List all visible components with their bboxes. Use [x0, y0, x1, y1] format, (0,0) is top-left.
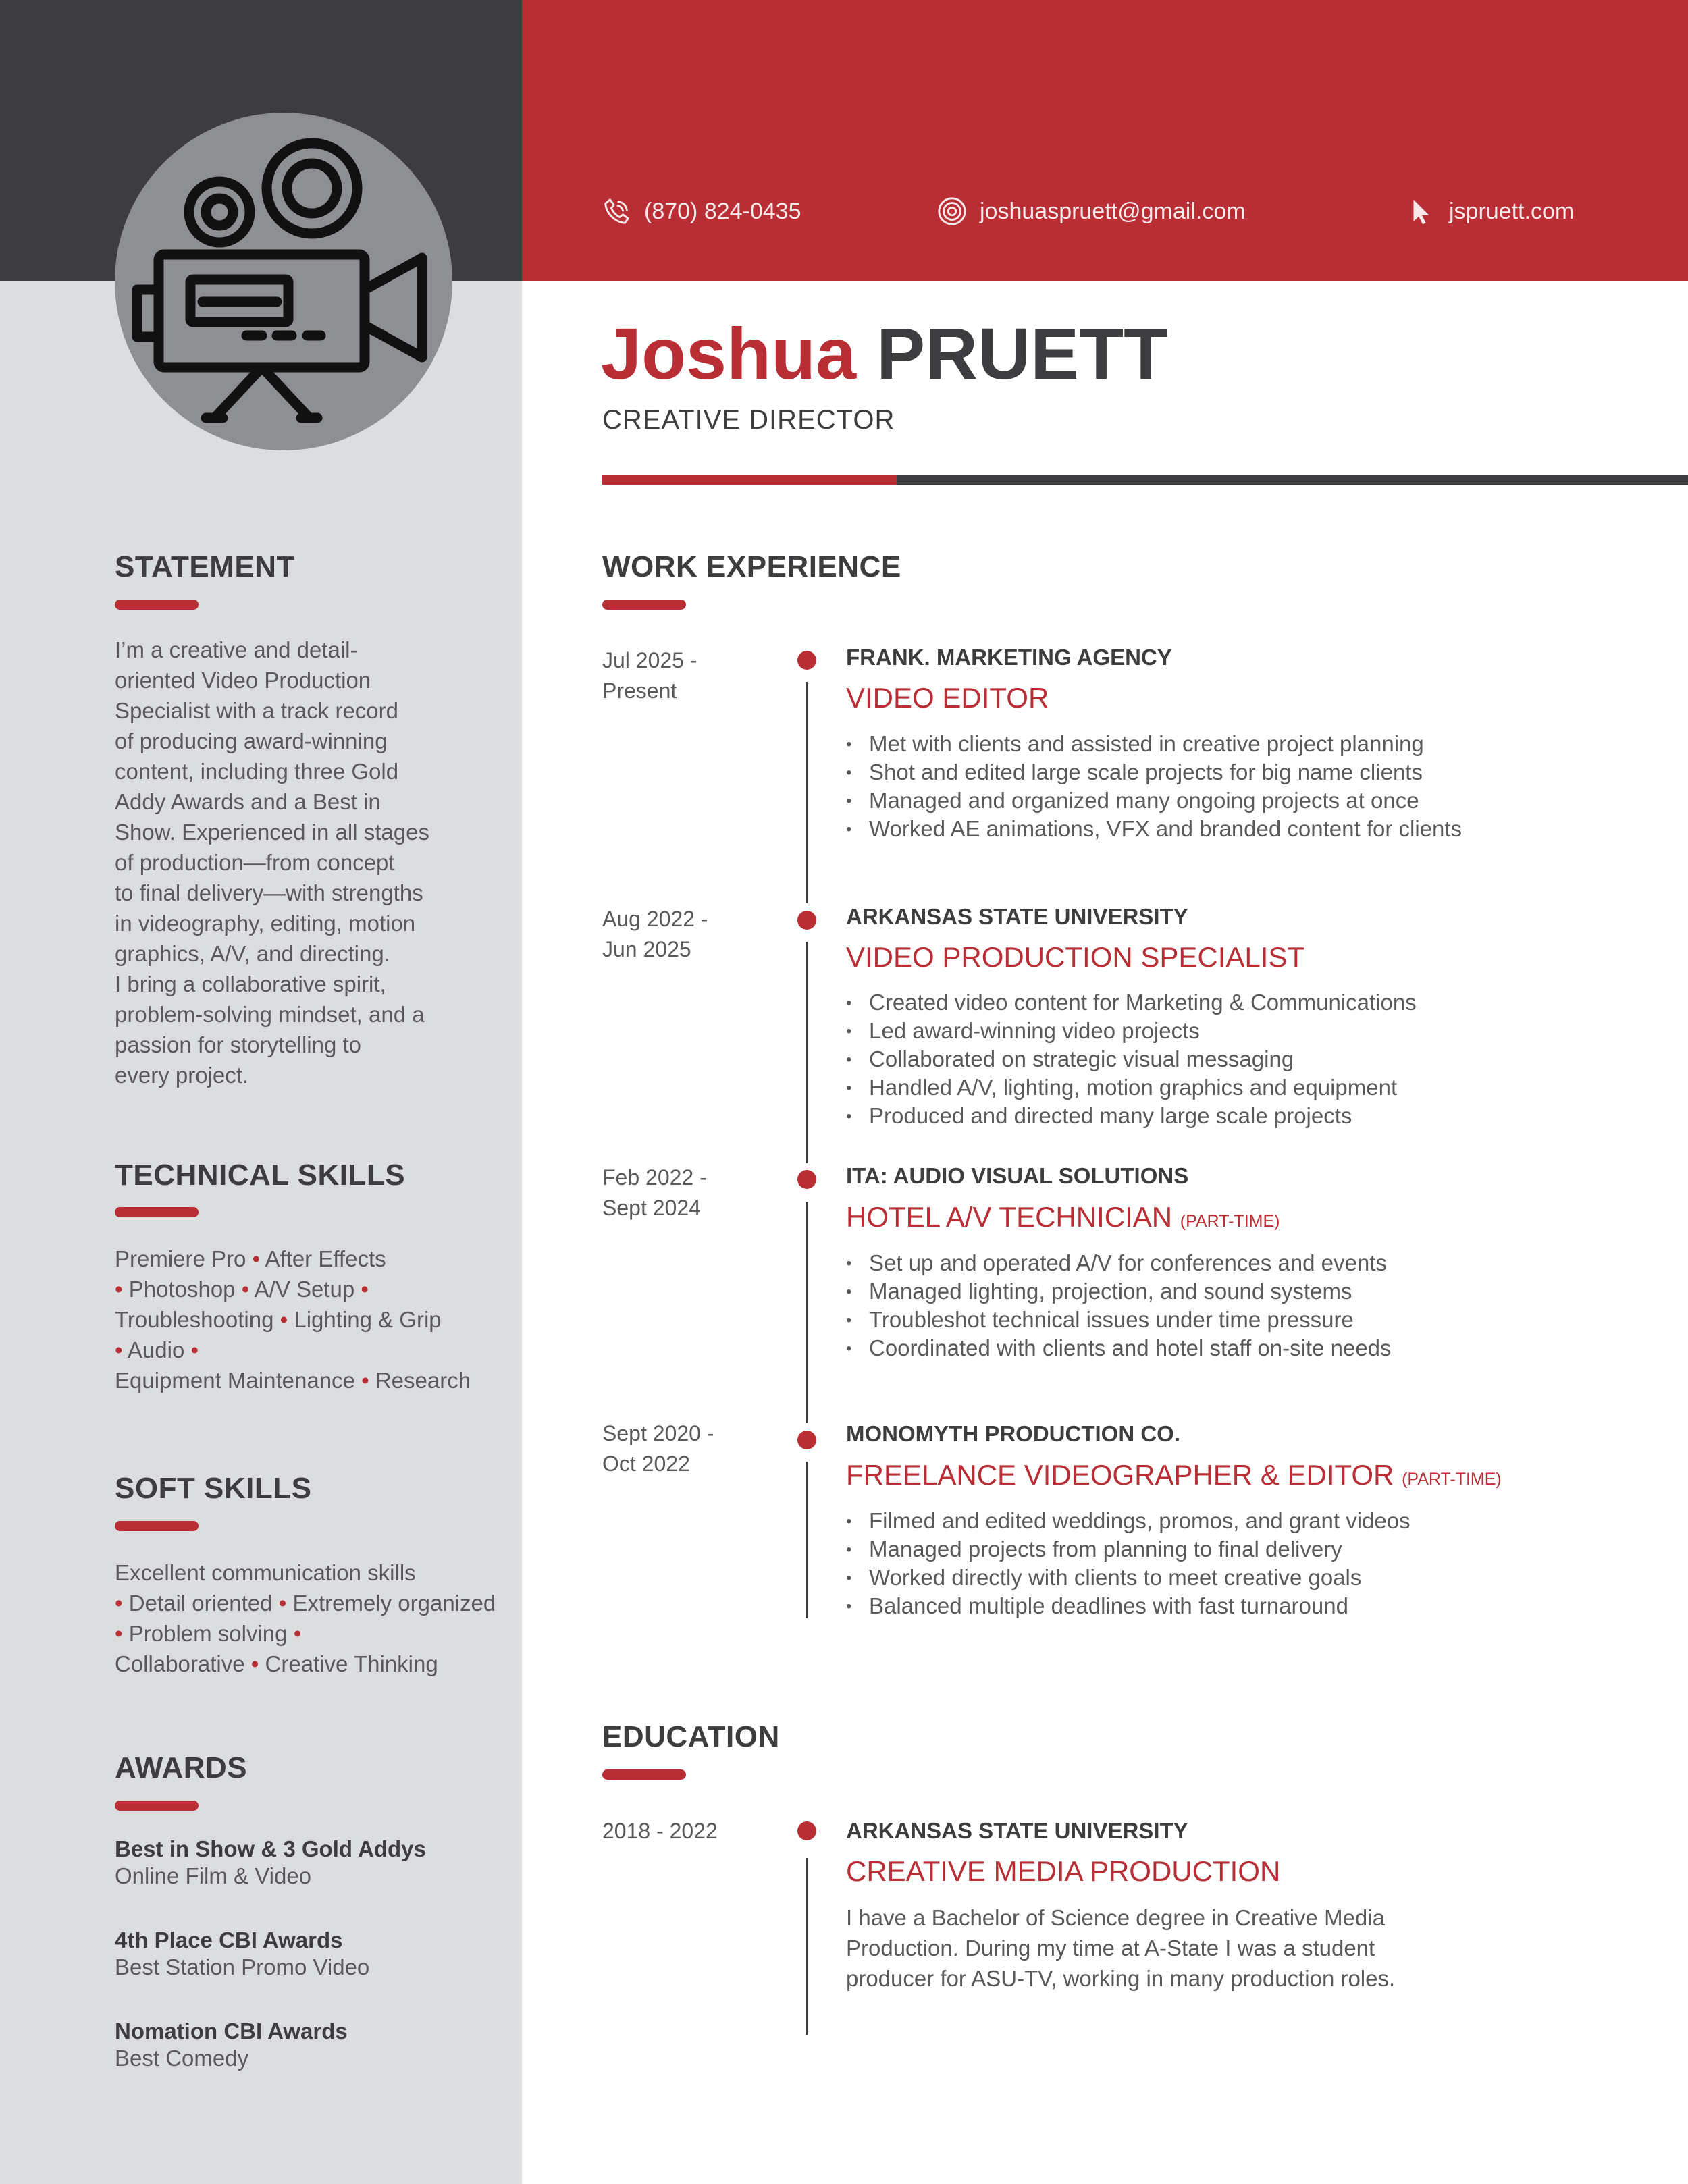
job-title-text: VIDEO PRODUCTION SPECIALIST	[846, 941, 1305, 973]
phone-text: (870) 824-0435	[644, 198, 801, 224]
job-bullets	[846, 988, 1417, 1130]
part-time-label: (PART-TIME)	[1180, 1212, 1280, 1231]
job-role: CREATIVE DIRECTOR	[602, 405, 895, 435]
award-item	[115, 1927, 369, 1980]
job-date	[602, 1418, 751, 1479]
job-title-text: FREELANCE VIDEOGRAPHER & EDITOR	[846, 1459, 1394, 1491]
skill-item: Excellent communication skills	[115, 1560, 416, 1585]
timeline-dot	[797, 1170, 816, 1189]
education-school: ARKANSAS STATE UNIVERSITY	[846, 1818, 1188, 1843]
video-camera-icon	[115, 113, 452, 450]
cursor-icon	[1406, 196, 1437, 227]
contact-phone[interactable]	[601, 194, 801, 228]
job-bullet: • Coordinated with clients and hotel staff on-site needs	[846, 1334, 1392, 1362]
skill-separator: •	[278, 1591, 287, 1616]
job-title-text: VIDEO EDITOR	[846, 682, 1049, 714]
award-subtitle: Online Film & Video	[115, 1863, 312, 1888]
education-program: CREATIVE MEDIA PRODUCTION	[846, 1855, 1281, 1887]
statement-heading: STATEMENT	[115, 550, 295, 583]
timeline-dot	[797, 651, 816, 670]
skill-item: Research	[375, 1368, 471, 1393]
soft-skills-list	[115, 1557, 496, 1679]
job-date	[602, 645, 751, 706]
education-description	[846, 1902, 1521, 1994]
job-date-start: Feb 2022 -	[602, 1165, 707, 1190]
job-title	[846, 941, 1304, 974]
award-item	[115, 1836, 426, 1889]
at-sign-icon	[937, 196, 968, 227]
technical-skills-heading-bar	[115, 1207, 199, 1217]
work-experience-heading-bar	[602, 600, 686, 610]
education-date: 2018 - 2022	[602, 1819, 718, 1843]
header-bar	[522, 0, 1688, 281]
statement-line: content, including three Gold	[115, 759, 399, 784]
job-date-start: Jul 2025 -	[602, 648, 697, 672]
job-bullet: • Managed lighting, projection, and sound systems	[846, 1277, 1392, 1306]
last-name: PRUETT	[876, 313, 1169, 394]
skill-separator: •	[250, 1651, 259, 1676]
education-heading-bar	[602, 1769, 686, 1780]
email-text: joshuaspruett@gmail.com	[980, 198, 1246, 224]
job-title	[846, 1201, 1280, 1233]
job-date	[602, 904, 751, 965]
skill-item: Problem solving	[128, 1621, 288, 1646]
skill-item: Troubleshooting	[115, 1307, 274, 1332]
skill-separator: •	[361, 1368, 369, 1393]
award-subtitle: Best Comedy	[115, 2046, 249, 2071]
soft-skills-heading: SOFT SKILLS	[115, 1472, 312, 1505]
job-date-end: Jun 2025	[602, 937, 691, 961]
job-company: ITA: AUDIO VISUAL SOLUTIONS	[846, 1163, 1189, 1188]
award-title: Nomation CBI Awards	[115, 2019, 348, 2044]
technical-skills-heading: TECHNICAL SKILLS	[115, 1158, 406, 1192]
timeline-dot	[797, 1821, 816, 1840]
award-title: Best in Show & 3 Gold Addys	[115, 1836, 426, 1861]
job-bullet: • Worked AE animations, VFX and branded content for clients	[846, 815, 1462, 843]
skill-item: Premiere Pro	[115, 1246, 246, 1271]
job-date-end: Present	[602, 678, 677, 703]
skill-item: Equipment Maintenance	[115, 1368, 355, 1393]
job-bullets	[846, 1507, 1410, 1620]
timeline-line	[806, 682, 808, 903]
skill-separator: •	[241, 1277, 250, 1302]
education-line: producer for ASU-TV, working in many production roles.	[846, 1966, 1396, 1991]
skill-item: Lighting & Grip	[294, 1307, 442, 1332]
skill-separator: •	[115, 1337, 123, 1362]
job-date-start: Sept 2020 -	[602, 1421, 714, 1445]
avatar	[115, 113, 452, 450]
job-bullets	[846, 1249, 1392, 1362]
job-title	[846, 1459, 1502, 1491]
statement-line: of producing award-winning	[115, 728, 388, 753]
work-experience-heading: WORK EXPERIENCE	[602, 550, 901, 583]
timeline-line	[806, 1858, 808, 2035]
phone-icon	[601, 196, 632, 227]
statement-line: problem-solving mindset, and a	[115, 1002, 425, 1027]
job-bullets	[846, 730, 1462, 843]
job-bullet: • Collaborated on strategic visual messaging	[846, 1045, 1417, 1073]
skill-item: Detail oriented	[128, 1591, 273, 1616]
job-date	[602, 1163, 751, 1223]
skill-separator: •	[115, 1591, 123, 1616]
statement-line: I bring a collaborative spirit,	[115, 971, 386, 996]
statement-line: to final delivery—with strengths	[115, 880, 423, 905]
job-bullet: • Met with clients and assisted in creative project planning	[846, 730, 1462, 758]
job-bullet: • Handled A/V, lighting, motion graphics and equipment	[846, 1073, 1417, 1102]
website-text: jspruett.com	[1449, 198, 1575, 224]
job-bullet: • Filmed and edited weddings, promos, and grant videos	[846, 1507, 1410, 1535]
skill-separator: •	[115, 1621, 123, 1646]
award-title: 4th Place CBI Awards	[115, 1927, 343, 1952]
awards-heading-bar	[115, 1801, 199, 1811]
education-heading: EDUCATION	[602, 1720, 780, 1753]
soft-skills-heading-bar	[115, 1521, 199, 1531]
job-bullet: • Shot and edited large scale projects for big name clients	[846, 758, 1462, 787]
job-bullet: • Set up and operated A/V for conferences and events	[846, 1249, 1392, 1277]
skill-separator: •	[293, 1621, 302, 1646]
timeline-dot	[797, 911, 816, 930]
skill-item: Photoshop	[128, 1277, 236, 1302]
skill-item: Collaborative	[115, 1651, 245, 1676]
contact-website[interactable]	[1406, 194, 1574, 228]
skill-separator: •	[252, 1246, 261, 1271]
job-bullet: • Led award-winning video projects	[846, 1017, 1417, 1045]
statement-text	[115, 635, 479, 1090]
first-name: Joshua	[601, 313, 857, 394]
statement-line: Specialist with a track record	[115, 698, 398, 723]
statement-line: in videography, editing, motion	[115, 911, 416, 936]
name-rule-accent	[602, 475, 897, 485]
job-company: MONOMYTH PRODUCTION CO.	[846, 1421, 1180, 1446]
job-bullet: • Managed projects from planning to final delivery	[846, 1535, 1410, 1564]
awards-heading: AWARDS	[115, 1751, 248, 1784]
statement-line: I’m a creative and detail-	[115, 637, 358, 662]
job-bullet: • Produced and directed many large scale projects	[846, 1102, 1417, 1130]
statement-line: of production—from concept	[115, 850, 395, 875]
skill-item: Extremely organized	[292, 1591, 496, 1616]
statement-line: Addy Awards and a Best in	[115, 789, 381, 814]
skill-separator: •	[115, 1277, 123, 1302]
candidate-name	[601, 313, 1169, 394]
skill-separator: •	[190, 1337, 199, 1362]
contact-email[interactable]	[937, 194, 1246, 228]
job-bullet: • Troubleshot technical issues under time pressure	[846, 1306, 1392, 1334]
education-line: I have a Bachelor of Science degree in Creative Media	[846, 1905, 1385, 1930]
job-company: FRANK. MARKETING AGENCY	[846, 645, 1172, 670]
timeline-dot	[797, 1431, 816, 1449]
job-bullet: • Created video content for Marketing & Communications	[846, 988, 1417, 1017]
skill-separator: •	[280, 1307, 288, 1332]
timeline-line	[806, 1462, 808, 1618]
statement-line: Show. Experienced in all stages	[115, 820, 429, 845]
award-item	[115, 2019, 348, 2071]
statement-line: passion for storytelling to	[115, 1032, 362, 1057]
statement-line: every project.	[115, 1063, 249, 1088]
education-line: Production. During my time at A-State I was a student	[846, 1936, 1375, 1961]
statement-heading-bar	[115, 600, 199, 610]
job-bullet: • Balanced multiple deadlines with fast turnaround	[846, 1592, 1410, 1620]
job-company: ARKANSAS STATE UNIVERSITY	[846, 904, 1188, 929]
job-date-end: Sept 2024	[602, 1196, 701, 1220]
job-title	[846, 682, 1049, 714]
part-time-label: (PART-TIME)	[1402, 1470, 1502, 1489]
skill-item: Audio	[127, 1337, 185, 1362]
job-bullet: • Worked directly with clients to meet creative goals	[846, 1564, 1410, 1592]
skill-item: Creative Thinking	[265, 1651, 438, 1676]
skill-separator: •	[361, 1277, 369, 1302]
job-bullet: • Managed and organized many ongoing projects at once	[846, 787, 1462, 815]
statement-line: oriented Video Production	[115, 668, 371, 693]
name-rule-dark	[897, 475, 1688, 485]
timeline-line	[806, 942, 808, 1163]
timeline-line	[806, 1202, 808, 1423]
technical-skills-list	[115, 1244, 479, 1395]
skill-item: A/V Setup	[254, 1277, 355, 1302]
job-date-start: Aug 2022 -	[602, 907, 708, 931]
job-title-text: HOTEL A/V TECHNICIAN	[846, 1201, 1173, 1233]
job-date-end: Oct 2022	[602, 1451, 690, 1476]
statement-line: graphics, A/V, and directing.	[115, 941, 390, 966]
skill-item: After Effects	[265, 1246, 386, 1271]
award-subtitle: Best Station Promo Video	[115, 1954, 370, 1979]
